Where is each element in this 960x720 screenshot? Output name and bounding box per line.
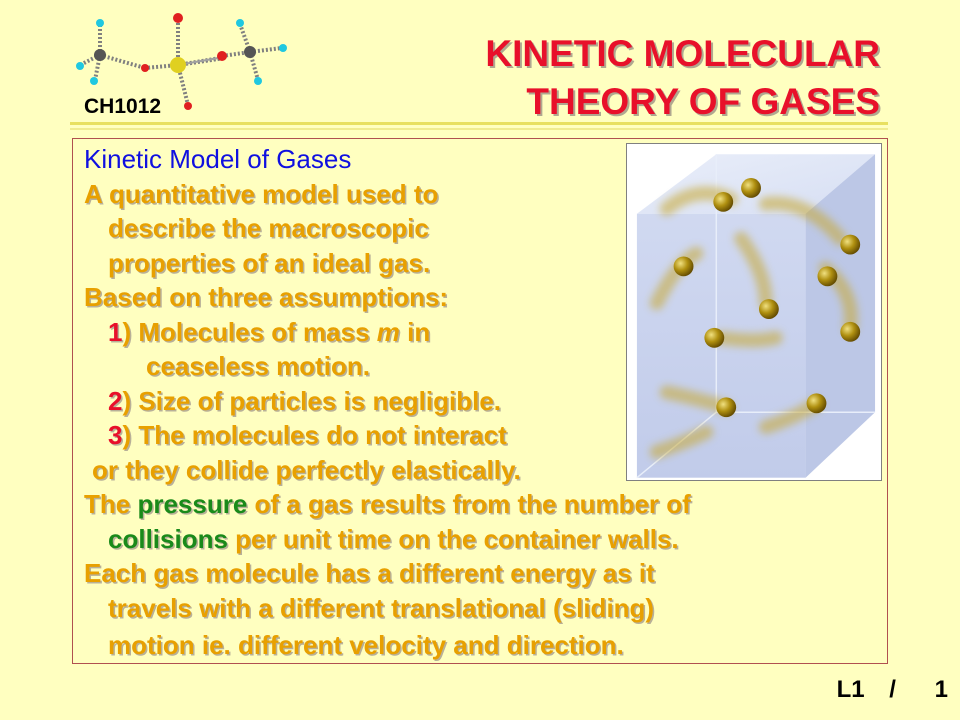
pressure-line-2	[84, 522, 884, 557]
pressure-line-1	[84, 487, 884, 522]
assumption-text: Molecules of mass	[138, 316, 377, 347]
assumption-3: 3) The molecules do not interact	[108, 420, 507, 450]
slide-title	[320, 30, 880, 126]
page-separator: /	[889, 676, 896, 703]
definition-line-1: A quantitative model used to	[84, 178, 439, 209]
title-line-2: THEORY OF GASES	[526, 81, 880, 122]
assumption-2: 2) Size of particles is negligible.	[108, 385, 502, 416]
course-code: CH1012	[84, 95, 162, 118]
mass-variable: m	[376, 316, 400, 347]
assumption-3-continued: or they collide perfectly elastically.	[92, 454, 521, 485]
assumption-text: Size of particles is negligible.	[138, 385, 502, 416]
pressure-text: The	[84, 489, 138, 519]
lecture-label: L1	[836, 676, 865, 703]
assumption-number: 1	[108, 316, 123, 347]
assumption-1-continued: ceaseless motion.	[146, 351, 370, 381]
molecule-model-icon	[210, 18, 300, 88]
slide-body	[84, 142, 884, 663]
definition-line-2: describe the macroscopic	[108, 213, 429, 243]
energy-line-1: Each gas molecule has a different energy as it	[84, 558, 655, 588]
assumption-number: 3	[108, 420, 123, 450]
assumption-text: The molecules do not interact	[138, 420, 507, 450]
title-divider	[70, 122, 888, 125]
slide-number	[837, 676, 948, 704]
pressure-text: per unit time on the container walls.	[227, 523, 679, 554]
assumption-1: 1) Molecules of mass m in	[108, 316, 431, 347]
energy-line-2: travels with a different translational (sliding)	[108, 592, 655, 623]
assumptions-intro: Based on three assumptions:	[84, 282, 449, 312]
energy-line-3: motion ie. different velocity and direction.	[108, 630, 624, 660]
keyword-pressure: pressure	[137, 489, 248, 519]
definition-line-3: properties of an ideal gas.	[108, 247, 431, 278]
assumption-text-end: in	[399, 316, 431, 347]
assumption-number: 2	[108, 385, 123, 416]
title-line-1: KINETIC MOLECULAR	[485, 33, 880, 74]
pressure-text: of a gas results from the number of	[247, 489, 691, 519]
page-number: 1	[934, 676, 948, 703]
title-divider-secondary	[70, 128, 888, 130]
section-subtitle: Kinetic Model of Gases	[84, 144, 352, 174]
keyword-collisions: collisions	[108, 523, 228, 554]
